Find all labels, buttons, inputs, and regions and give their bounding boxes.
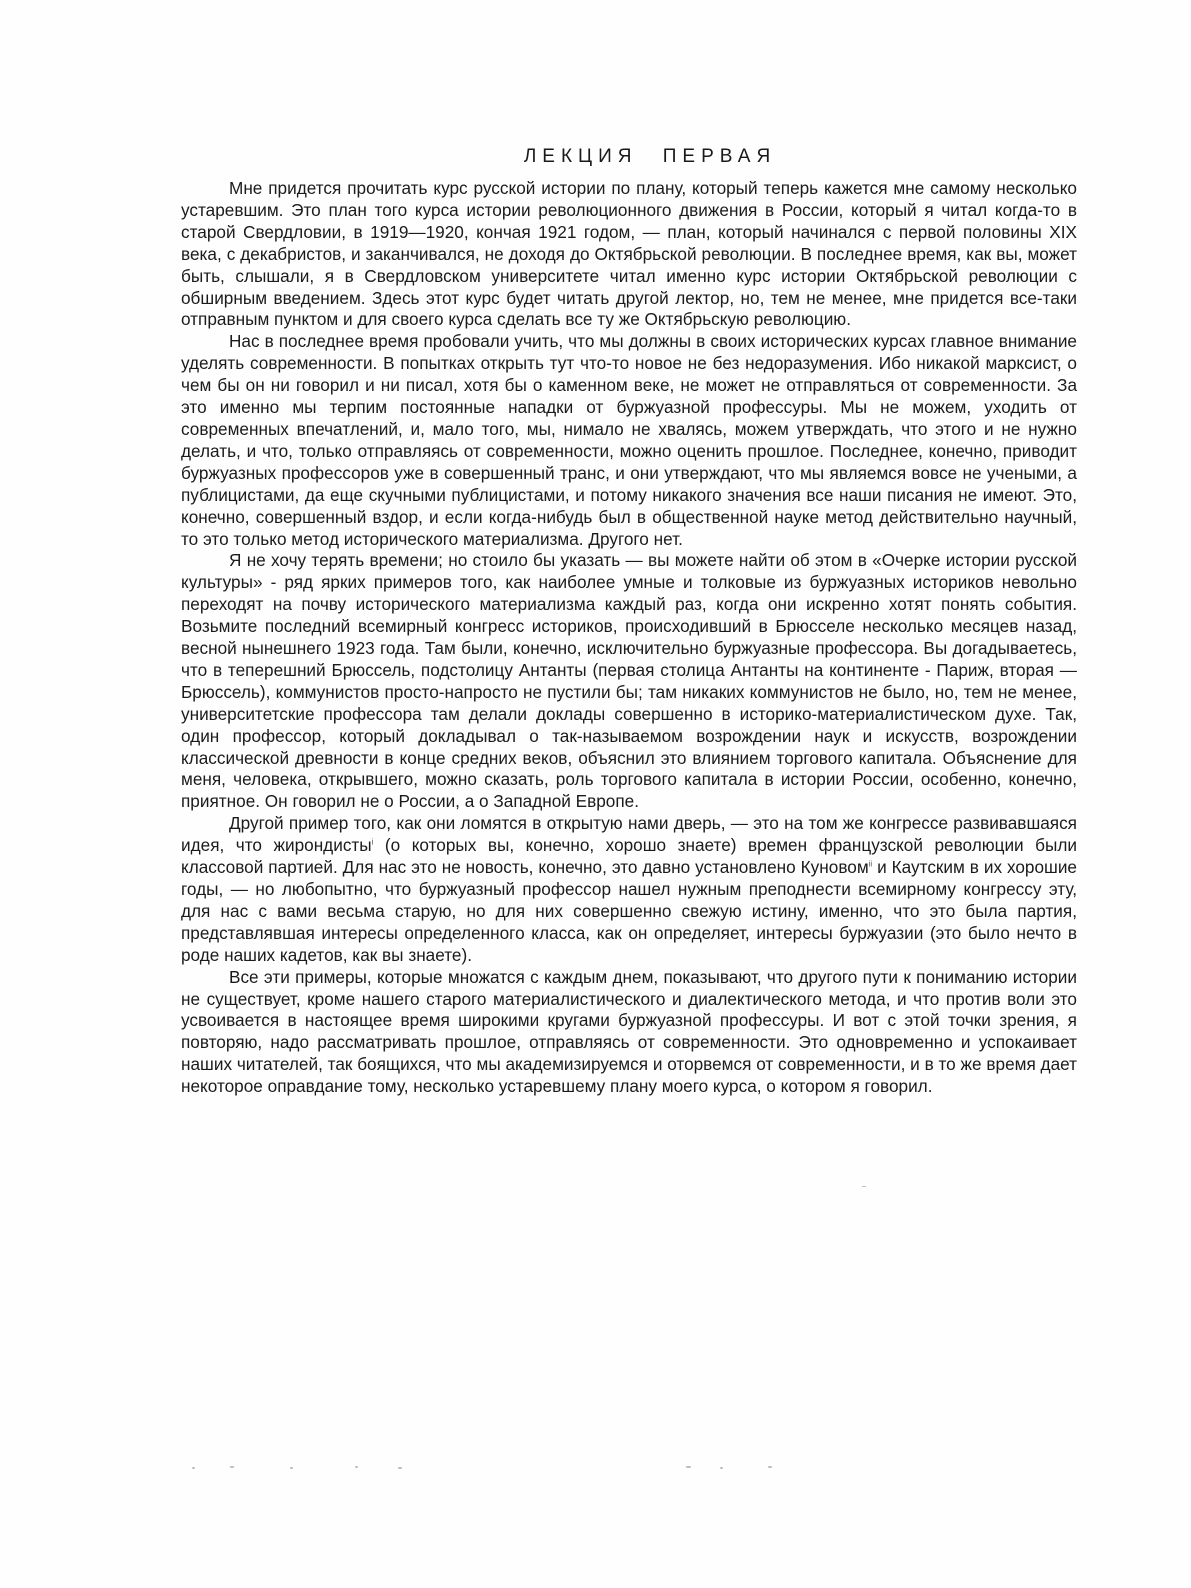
paragraph-4-part-a: Другой пример того, как они ломятся в открытую нами дверь, — это на том же конгрессе развивавшаяся идея, что жирондисты <box>181 813 1077 856</box>
footnote-marker-girondists[interactable]: i <box>371 837 374 847</box>
paragraph-2: Нас в последнее время пробовали учить, что мы должны в своих исторических курсах главное внимание уделять современности. В попытках открыть тут что-то новое не без недоразумения. Ибо никакой марксист, о чем бы он ни говорил и ни писал, хотя бы о каменном веке, не может не отправляться от современности. За это именно мы терпим постоянные нападки от буржуазной профессуры. Мы не можем, уходить от современных впечатлений, и, мало того, мы, нимало не хвалясь, можем утверждать, что этого и не нужно делать, и что, только отправляясь от современности, можно оценить прошлое. Последнее, конечно, приводит буржуазных профессоров уже в совершенный транс, и они утверждают, что мы являемся вовсе не учеными, а публицистами, да еще скучными публицистами, и потому никакого значения все наши писания не имеют. Это, конечно, совершенный вздор, и если когда-нибудь был в общественной науке метод действительно научный, то это только метод исторического материализма. Другого нет. <box>181 331 1077 549</box>
lecture-body <box>181 178 1077 1098</box>
paragraph-1: Мне придется прочитать курс русской истории по плану, который теперь кажется мне самому несколько устаревшим. Это план того курса истории революционного движения в России, который я читал когда-то в старой Свердловии, в 1919—1920, кончая 1921 годом, — план, который начинался с первой половины XIX века, с декабристов, и заканчивался, не доходя до Октябрьской революции. В последнее время, как вы, может быть, слышали, я в Свердловском университете читал именно курс истории Октябрьской революции с обширным введением. Здесь этот курс будет читать другой лектор, но, тем не менее, мне придется все-таки отправным пунктом и для своего курса сделать все ту же Октябрьскую революцию. <box>181 178 1077 330</box>
scan-artifact <box>720 1467 723 1469</box>
footnote-marker-kunov[interactable]: ii <box>868 859 873 869</box>
scan-artifact <box>686 1466 691 1468</box>
lecture-title: ЛЕКЦИЯ ПЕРВАЯ <box>523 146 777 167</box>
scan-artifact <box>290 1467 293 1469</box>
scan-artifact <box>355 1466 358 1468</box>
scan-artifact <box>398 1467 402 1469</box>
scan-artifact <box>230 1466 234 1468</box>
scan-artifact <box>862 1186 866 1187</box>
scan-artifact <box>192 1467 195 1469</box>
paragraph-3: Я не хочу терять времени; но стоило бы указать — вы можете найти об этом в «Очерке истории русской культуры» - ряд ярких примеров того, как наиболее умные и толковые из буржуазных историков невольно переходят на почву исторического материализма каждый раз, когда они искренно хотят понять события. Возьмите последний всемирный конгресс историков, происходивший в Брюсселе несколько месяцев назад, весной нынешнего 1923 года. Там были, конечно, исключительно буржуазные профессора. Вы догадываетесь, что в теперешний Брюссель, подстолицу Антанты (первая столица Антанты на континенте - Париж, вторая — Брюссель), коммунистов просто-напросто не пустили бы; там никаких коммунистов не было, но, тем не менее, университетские профессора там делали доклады совершенно в историко-материалистическом духе. Так, один профессор, который докладывал о так-называемом возрождении наук и искусств, возрождении классической древности в конце средних веков, объяснил это влиянием торгового капитала. Объяснение для меня, человека, открывшего, можно сказать, роль торгового капитала в истории России, особенно, конечно, приятное. Он говорил не о России, а о Западной Европе. <box>181 550 1077 812</box>
paragraph-4-part-b: (о которых вы, конечно, хорошо знаете) времен французской революции были классовой партией. Для нас это не новость, конечно, это давно установлено Куновом <box>181 835 1077 878</box>
scan-artifact <box>768 1466 772 1468</box>
paragraph-4-part-c: и Каутским в их хорошие годы, — но любопытно, что буржуазный профессор нашел нужным преподнести всемирному конгрессу эту, для нас с вами весьма старую, но для них совершенно свежую истину, именно, что это была партия, представлявшая интересы определенного класса, как он определяет, интересы буржуазии (это было нечто в роде наших кадетов, как вы знаете). <box>181 857 1077 965</box>
paragraph-4 <box>181 813 1077 966</box>
paragraph-5: Все эти примеры, которые множатся с каждым днем, показывают, что другого пути к пониманию истории не существует, кроме нашего старого материалистического и диалектического метода, и что против воли это усвоивается в настоящее время широкими кругами буржуазной профессуры. И вот с этой точки зрения, я повторяю, надо рассматривать прошлое, отправляясь от современности. Это одновременно и успокаивает наших читателей, так боящихся, что мы академизируемся и оторвемся от современности, и в то же время дает некоторое оправдание тому, несколько устаревшему плану моего курса, о котором я говорил. <box>181 966 1077 1097</box>
